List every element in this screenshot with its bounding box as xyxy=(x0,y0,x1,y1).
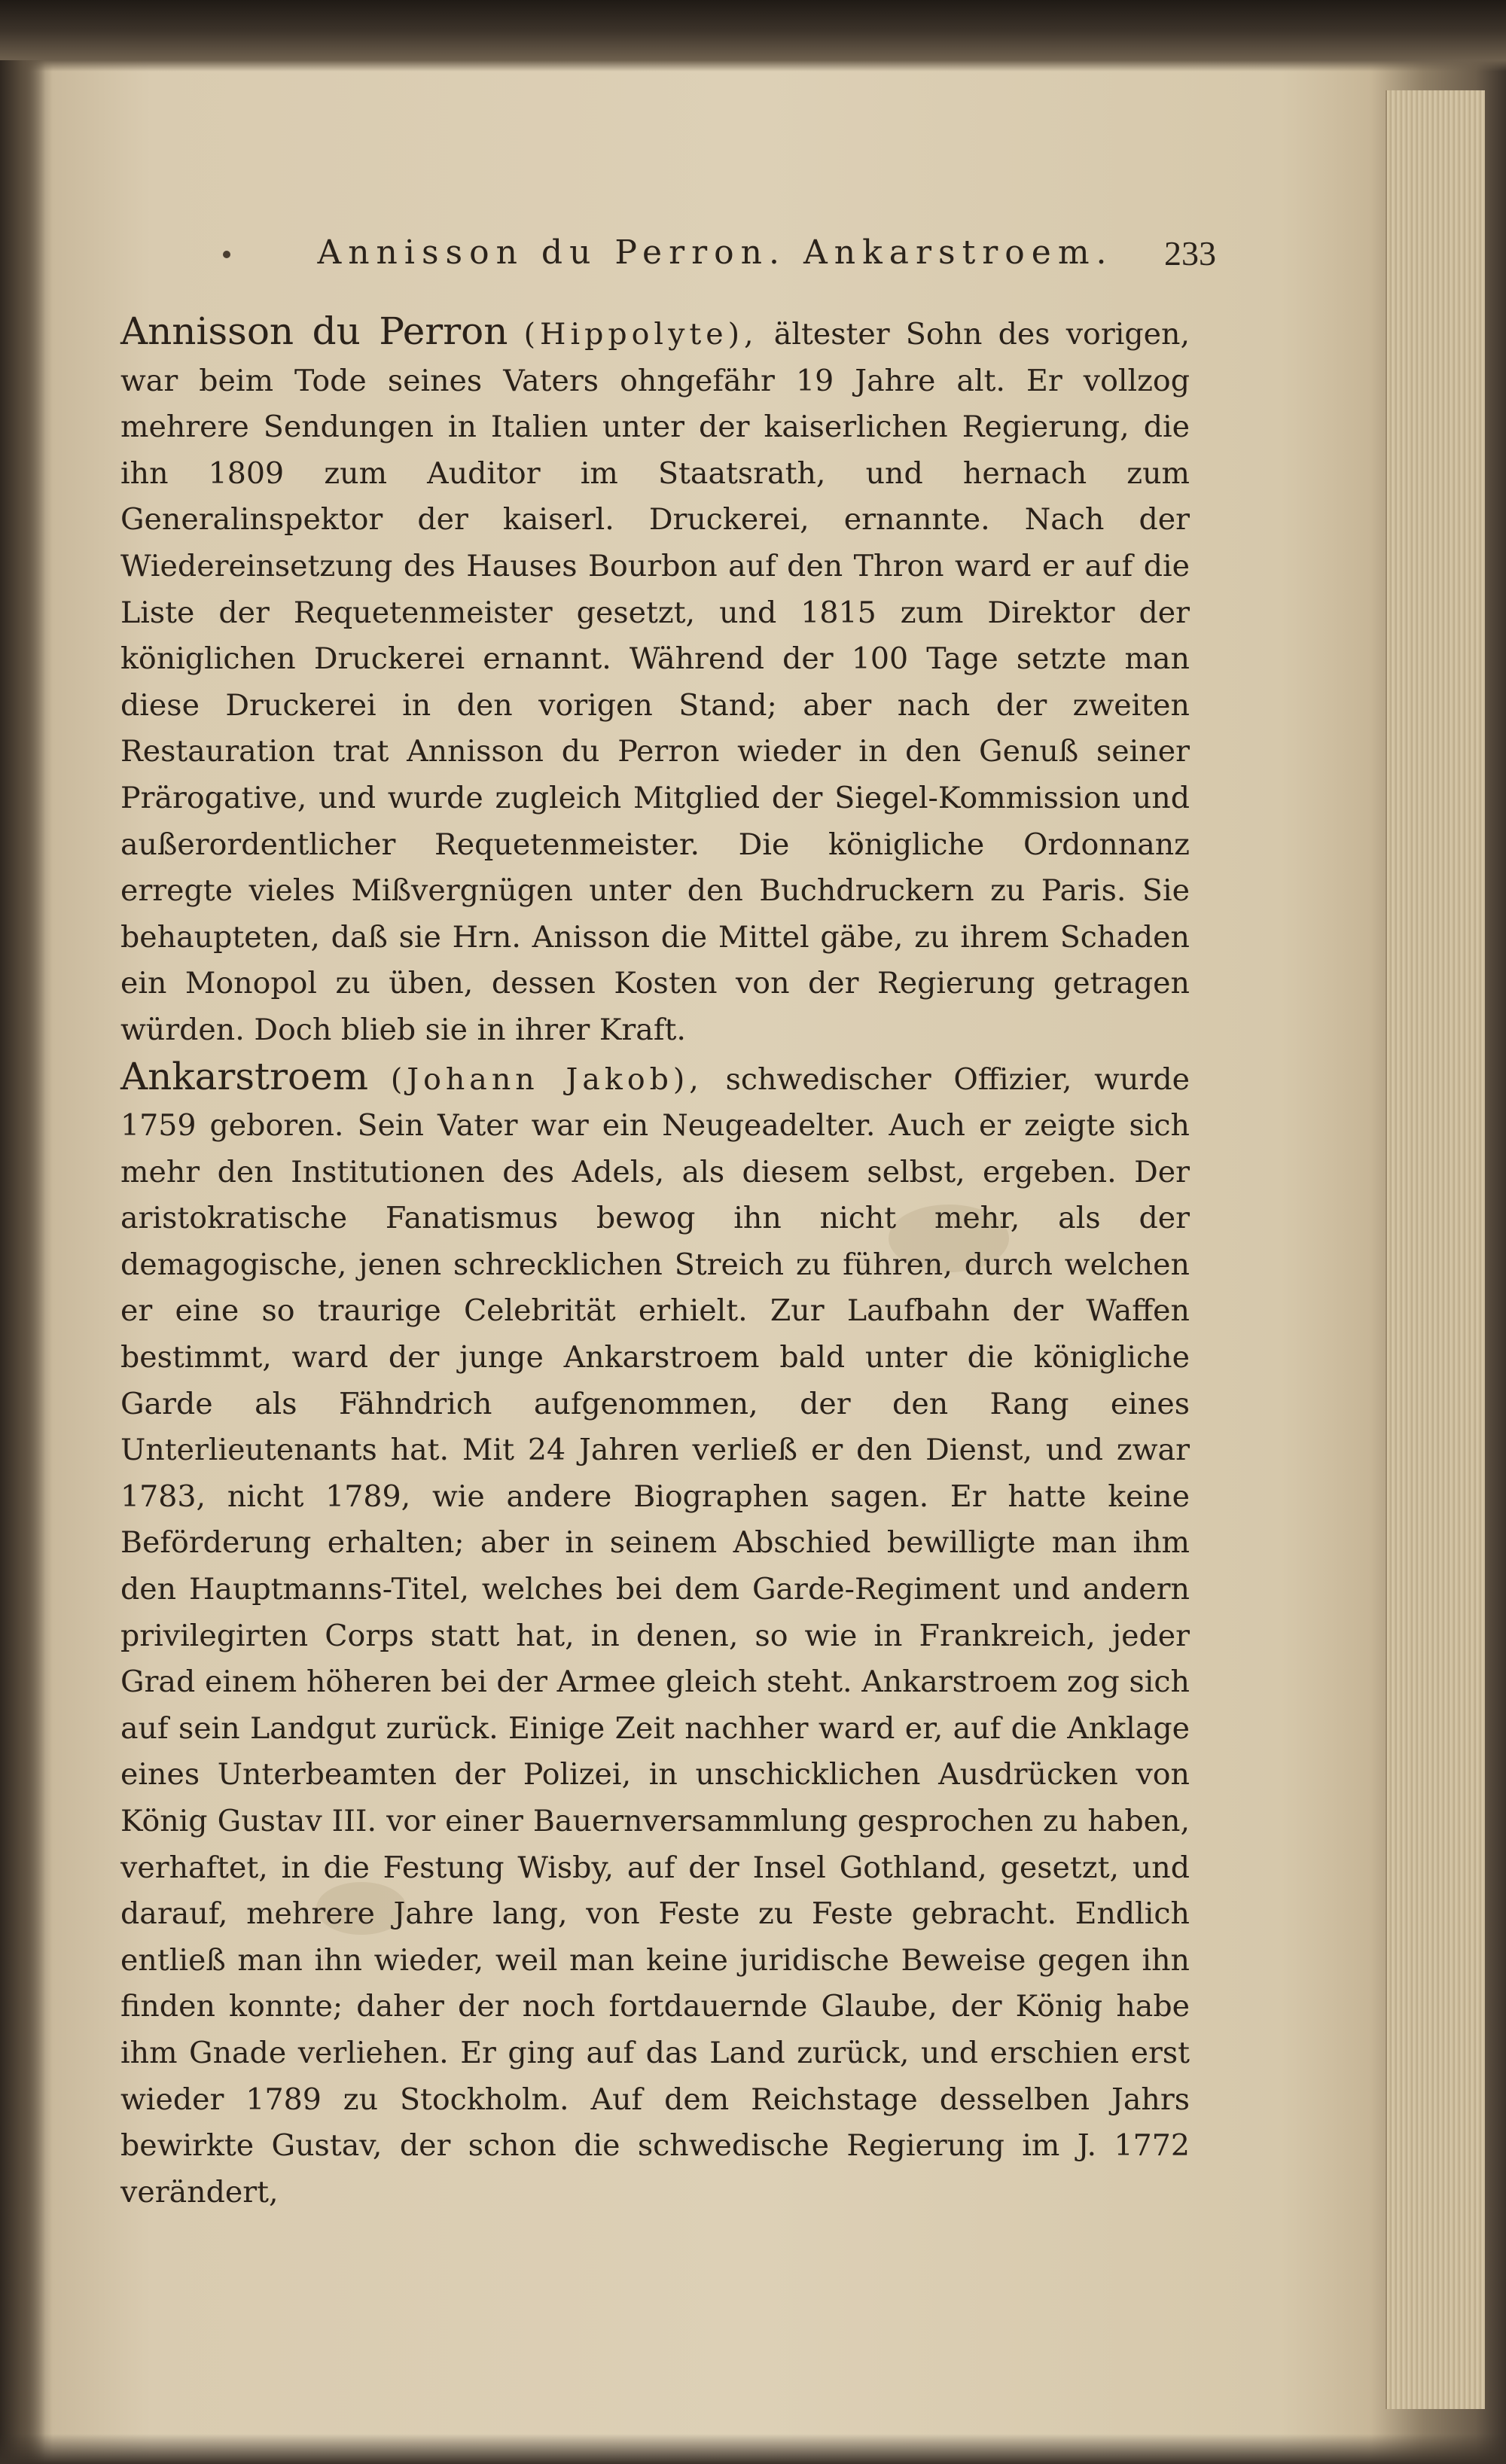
entry-body: schwedischer Offizier, wurde 1759 geboren. Sein Vater war ein Neugeadelter. Auch er zeigte sich mehr den Institutionen des Adels, als diesem selbst, ergeben. Der aristokratische Fanatismus bewog ihn nicht mehr, als der demagogische, jenen schrecklichen Streich zu führen, durch welchen er eine so traurige Celebrität erhielt. Zur Laufbahn der Waffen bestimmt, ward der junge Ankarstroem bald unter die königliche Garde als Fähndrich aufgenommen, der den Rang eines Unterlieutenants hat. Mit 24 Jahren verließ er den Dienst, und zwar 1783, nicht 1789, wie andere Biographen sagen. Er hatte keine Beförderung erhalten; aber in seinem Abschied bewilligte man ihm den Hauptmanns-Titel, welches bei dem Garde-Regiment und andern privilegirten Corps statt hat, in denen, so wie in Frankreich, jeder Grad einem höheren bei der Armee gleich steht. Ankarstroem zog sich auf sein Landgut zurück. Einige Zeit nachher ward er, auf die Anklage eines Unterbeamten der Polizei, in unschicklichen Ausdrücken von König Gustav III. vor einer Bauernversammlung gesprochen zu haben, verhaftet, in die Festung Wisby, auf der Insel Gothland, gesetzt, und darauf, mehrere Jahre lang, von Feste zu Feste gebracht. Endlich entließ man ihn wieder, weil man keine juridische Beweise gegen ihn finden konnte; daher der noch fortdauernde Glaube, der König habe ihm Gnade verliehen. Er ging auf das Land zurück, und erschien erst wieder 1789 zu Stockholm. Auf dem Reichstage desselben Jahrs bewirkte Gustav, der schon die schwedische Regierung im J. 1772 verändert, xyxy=(120,1061,1190,2210)
ornament-dot xyxy=(223,251,230,258)
running-head: Annisson du Perron. Ankarstroem. xyxy=(317,233,1114,272)
entry-ankarstroem xyxy=(120,1054,1190,2216)
page-edges xyxy=(1386,90,1485,2409)
entry-body: ältester Sohn des vorigen, war beim Tode seines Vaters ohngefähr 19 Jahre alt. Er vollzog mehrere Sendungen in Italien unter der kaiserlichen Regierung, die ihn 1809 zum Auditor im Staatsrath, und hernach zum Generalinspektor der kaiserl. Druckerei, ernannte. Nach der Wiedereinsetzung des Hauses Bourbon auf den Thron ward er auf die Liste der Requetenmeister gesetzt, und 1815 zum Direktor der königlichen Druckerei ernannt. Während der 100 Tage setzte man diese Druckerei in den vorigen Stand; aber nach der zweiten Restauration trat Annisson du Perron wieder in den Genuß seiner Prärogative, und wurde zugleich Mitglied der Siegel-Kommission und außerordentlicher Requetenmeister. Die königliche Ordonnanz erregte vieles Mißvergnügen unter den Buchdruckern zu Paris. Sie behaupteten, daß sie Hrn. Anisson die Mittel gäbe, zu ihrem Schaden ein Monopol zu üben, dessen Kosten von der Regierung getragen würden. Doch blieb sie in ihrer Kraft. xyxy=(120,317,1190,1047)
entry-headword: Annisson du Perron xyxy=(120,309,508,353)
book-top-edge xyxy=(0,0,1506,72)
entry-annisson xyxy=(120,309,1190,1054)
entry-headword: Ankarstroem xyxy=(120,1054,369,1098)
entry-given-name: (Hippolyte), xyxy=(523,317,758,352)
page-header xyxy=(267,233,1163,286)
entry-given-name: (Johann Jakob), xyxy=(390,1061,703,1097)
book-bottom-edge xyxy=(0,2434,1506,2464)
book-gutter xyxy=(0,60,45,2464)
page-number: 233 xyxy=(1164,234,1216,273)
body-text xyxy=(120,309,1190,2216)
